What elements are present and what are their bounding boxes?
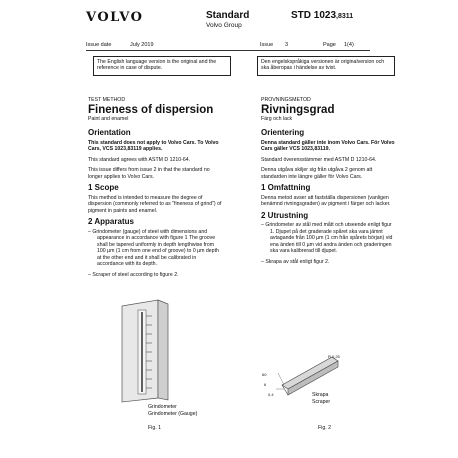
left-column [88,97,224,282]
scope-text-sv: Denna metod avser att fastställa dispersionen (vanligen benämnd rivningsgraden) av pigment i färger och lacker. [261,194,391,207]
standard-number: STD 1023,8311 [291,10,354,21]
fig2-caption: Fig. 2 [318,425,331,431]
section-label-sv: PROVNINGSMETOD [261,97,311,103]
org-label: Volvo Group [206,22,242,29]
fig2-label-en: Scraper [312,399,331,405]
issue-date-label: Issue date [86,42,112,48]
fig1-label-sv: Grindometer [148,404,177,410]
page-subtitle-sv: Färg och lack [261,115,293,122]
issue-date-value: July 2019 [130,42,154,48]
orientation-heading: Orientation [88,128,131,137]
issue-label: Issue [260,42,274,48]
header-divider [86,50,370,51]
apparatus-item-scraper-sv: – Skrapa av stål enligt figur 2. [261,258,330,265]
volvo-logo: VOLVO [86,10,144,25]
page-value: 1(4) [344,42,354,48]
orientation-astm-text: This standard agrees with ASTM D 1210-64. [88,156,191,163]
notice-swedish: Den engelskspråkiga versionen är originalversion och ska åberopas i händelse av tvist. [257,56,395,76]
orientation-heading-sv: Orientering [261,128,305,137]
fig1-caption: Fig. 1 [148,425,161,431]
fig2-dim-3: 6 [264,382,267,387]
standard-label: Standard [206,10,250,21]
apparatus-item-scraper: – Scraper of steel according to figure 2. [88,271,179,278]
orientation-issue-text: This issue differs from issue 2 in that the standard no longer applies to Volvo Cars. [88,167,210,180]
orientation-astm-text-sv: Standard överensstämmer med ASTM D 1210-64. [261,156,377,163]
section-label: TEST METHOD [88,97,126,103]
scope-text: This method is intended to measure the degree of dispersion (commonly referred to as "fineness of grind") of pigment in paints and enamel. [88,194,222,214]
grindometer-figure [112,298,192,408]
fig2-dim-1: 60 [262,372,267,377]
scope-heading-sv: 1 Omfattning [261,183,311,192]
scope-heading: 1 Scope [88,183,119,192]
fig1-label-en: Grindometer (Gauge) [148,411,198,417]
right-column [261,97,397,269]
fig2-label-sv: Skrapa [312,392,329,398]
orientation-bold-text-sv: Denna standard gäller inte inom Volvo Cars. För Volvo Cars gäller VCS 1023,83119. [261,139,395,152]
page-subtitle: Paint and enamel [88,115,129,122]
fig2-dim-2: R 0,25 [328,354,340,359]
orientation-issue-text-sv: Denna utgåva skiljer sig från utgåva 2 genom att standarden inte längre gäller för Volvo Cars. [261,167,373,180]
page-title-sv: Rivningsgrad [261,103,335,116]
orientation-bold-text: This standard does not apply to Volvo Cars. To Volvo Cars, VCS 1023,83119 applies. [88,139,219,152]
page-label: Page [323,42,336,48]
issue-value: 3 [285,42,289,48]
apparatus-item-grindometer-sv: – Grindometer av stål med mått och utseende enligt figur 1. Djupet på det graderade spåret ska vara jämnt avtagande från 100 µm (1 cm från spårets början) vid ena änden till 0 µm vid andra änden och graderingen ska vara kalibrerad till djupet. [261,222,393,254]
apparatus-heading-sv: 2 Utrustning [261,210,309,220]
apparatus-item-grindometer: – Grindometer (gauge) of steel with dimensions and appearance in accordance with figure 1 The groove shall be tapered uniformly in depth lengthwise from 100 µm (1 cm from one end of groove) to 0 µm depth at the other end and it shall be calibrated in accordance with its depth. [88,228,219,267]
apparatus-heading: 2 Apparatus [88,217,134,226]
notice-english: The English language version is the original and the reference in case of dispute. [93,56,231,76]
page-title: Fineness of dispersion [88,103,214,116]
fig2-dim-4: 0,4 [268,392,274,397]
